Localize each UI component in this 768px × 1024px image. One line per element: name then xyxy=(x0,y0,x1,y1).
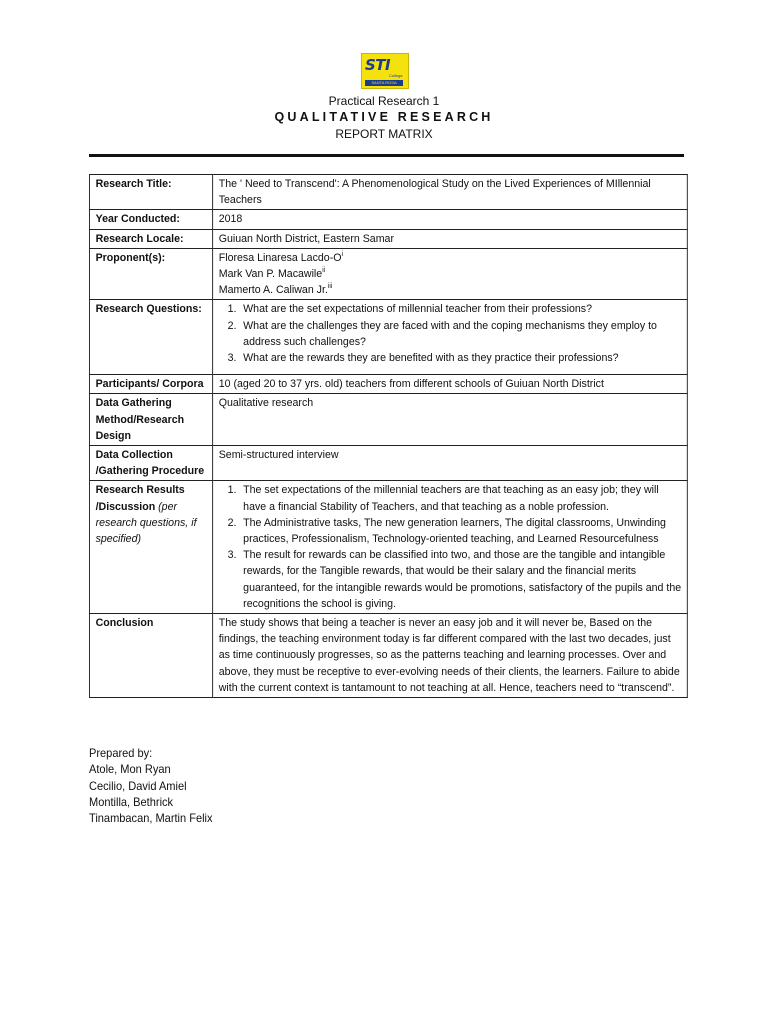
author-name: Atole, Mon Ryan xyxy=(89,762,171,777)
row-label: Research Title: xyxy=(89,175,212,210)
list-item: 2. The Administrative tasks, The new generation learners, The digital classrooms, Unwinding practices, Professionalism, Technology-oriented teaching, and Learned Resourcefulness xyxy=(239,515,681,547)
locale-value: Guiuan North District, Eastern Samar xyxy=(213,229,688,248)
course-name: Practical Research 1 xyxy=(328,94,440,108)
row-label: Research Questions: xyxy=(89,300,212,375)
row-label: Proponent(s): xyxy=(89,248,212,300)
row-label: Research Locale: xyxy=(89,229,212,248)
prepared-by-block xyxy=(89,745,213,826)
procedure-value: Semi-structured interview xyxy=(213,446,688,481)
table-row xyxy=(89,229,687,248)
results-note: (per research questions, if specified) xyxy=(95,500,197,546)
table-row xyxy=(89,175,687,210)
report-matrix-table xyxy=(89,174,688,698)
proponent-name: Mark Van P. Macawile$^{ii}$ xyxy=(218,267,326,281)
table-row xyxy=(89,446,687,481)
table-row xyxy=(89,394,687,446)
row-label: Year Conducted: xyxy=(89,210,212,229)
proponents-value xyxy=(213,248,688,300)
table-row xyxy=(89,210,687,229)
results-value xyxy=(213,481,688,614)
row-label: Data Gathering Method/Research Design xyxy=(89,394,212,446)
list-item: 3. The result for rewards can be classified into two, and those are the tangible and intangible rewards, for the Tangible rewards, that would be their salary and the financial merits guaranteed, for the intangible rewards would be promotions, satisfactory of the pupils and the recognitions the school is giving. xyxy=(239,547,681,612)
sti-logo xyxy=(361,53,409,89)
table-row xyxy=(89,248,687,300)
list-item: 3. What are the rewards they are benefited with as they practice their professions? xyxy=(239,350,681,366)
document-title: QUALITATIVE RESEARCH xyxy=(274,110,494,124)
table-row xyxy=(89,481,687,614)
logo-subtext: College xyxy=(389,73,403,78)
document-subtitle: REPORT MATRIX xyxy=(335,127,433,141)
table-row xyxy=(89,300,687,375)
logo-text: STI xyxy=(365,56,391,74)
results-label: Research Results /Discussion xyxy=(95,484,185,513)
table-row xyxy=(89,375,687,394)
header-rule xyxy=(89,154,684,157)
author-name: Tinambacan, Martin Felix xyxy=(89,811,213,826)
research-title-value: The ' Need to Transcend': A Phenomenological Study on the Lived Experiences of MIllennial Teachers xyxy=(213,175,688,210)
method-value: Qualitative research xyxy=(213,394,688,446)
participants-value: 10 (aged 20 to 37 yrs. old) teachers from different schools of Guiuan North District xyxy=(213,375,688,394)
row-label xyxy=(89,481,212,614)
year-value: 2018 xyxy=(213,210,688,229)
author-name: Montilla, Bethrick xyxy=(89,794,174,809)
table-row xyxy=(89,614,687,698)
row-label: Participants/ Corpora xyxy=(89,375,212,394)
list-item: 2. What are the challenges they are faced with and the coping mechanisms they employ to address such challenges? xyxy=(239,318,681,350)
author-name: Cecilio, David Amiel xyxy=(89,778,187,793)
proponent-name: Floresa Linaresa Lacdo-$O^i$ xyxy=(218,251,343,264)
prepared-by-label: Prepared by: xyxy=(89,746,153,760)
list-item: 1. What are the set expectations of millennial teacher from their professions? xyxy=(239,301,681,317)
conclusion-value: The study shows that being a teacher is never an easy job and it will never be, Based on the findings, the teaching environment today is far different compared with the last two decades, just as time continuously progresses, so as the patterns teaching and learning processes. Over and above, they must be receptive to ever-evolving needs of their clients, the learners. Failure to abide with the current context is tantamount to not teaching at all. Hence, teachers need to “transcend”. xyxy=(213,614,688,698)
questions-value xyxy=(213,300,688,375)
proponent-name: Mamerto A. Caliwan Jr.$^{iii}$ xyxy=(218,283,333,297)
row-label: Conclusion xyxy=(89,614,212,698)
row-label: Data Collection /Gathering Procedure xyxy=(89,446,212,481)
list-item: 1. The set expectations of the millennial teachers are that teaching as an easy job; they will have a financial Stability of Teachers, and that teaching as a noble profession. xyxy=(239,482,681,514)
logo-band: SANTA ROSA xyxy=(365,80,403,86)
